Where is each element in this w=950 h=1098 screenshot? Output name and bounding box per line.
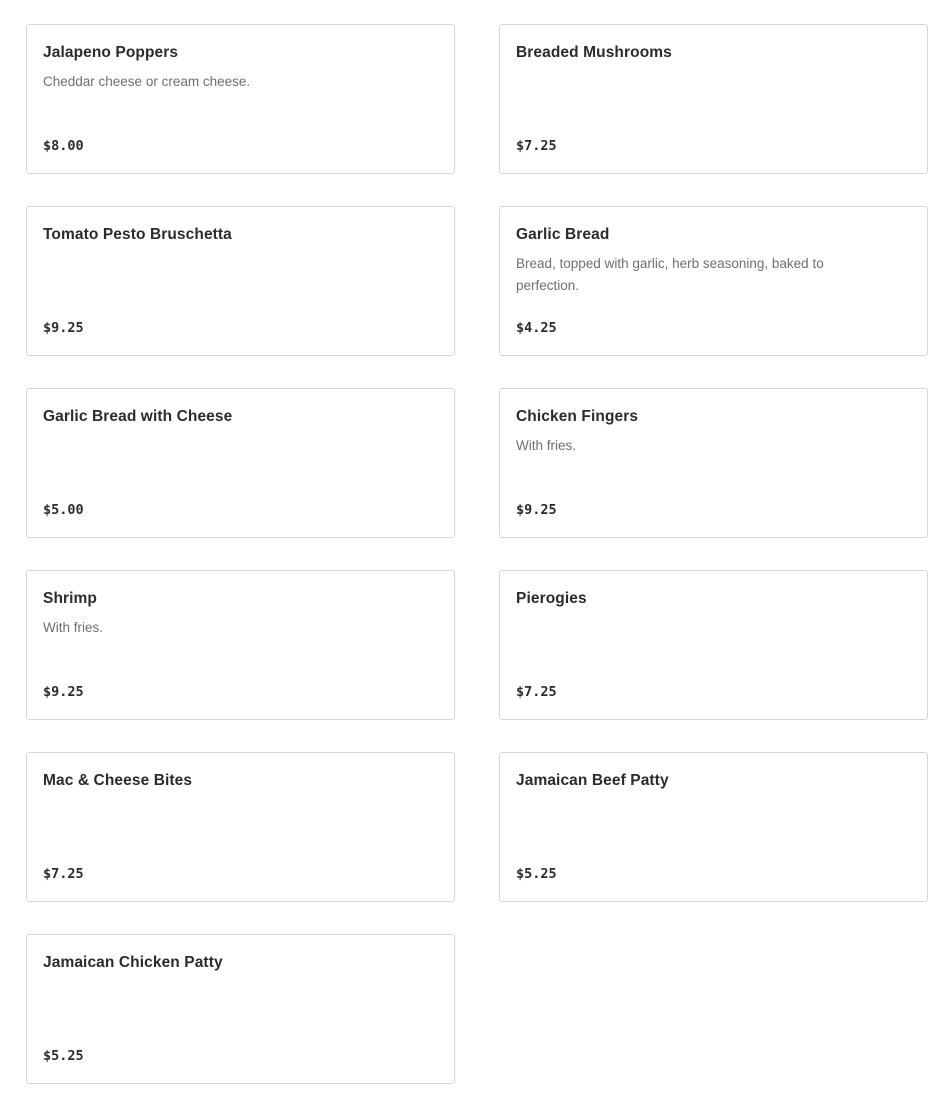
menu-item-card[interactable] xyxy=(26,934,455,1084)
menu-item-name: Jamaican Chicken Patty xyxy=(43,954,223,971)
menu-item-card[interactable] xyxy=(499,388,928,538)
menu-item-price: $7.25 xyxy=(516,684,557,700)
menu-item-card[interactable] xyxy=(26,388,455,538)
menu-item-price: $4.25 xyxy=(516,320,557,336)
menu-item-description: With fries. xyxy=(43,620,104,635)
menu-item-price: $7.25 xyxy=(43,866,84,882)
menu-item-card[interactable] xyxy=(26,24,455,174)
menu-item-price: $9.25 xyxy=(516,502,557,518)
menu-item-price: $5.00 xyxy=(43,502,84,518)
menu-item-name: Breaded Mushrooms xyxy=(516,44,672,61)
menu-item-name: Tomato Pesto Bruschetta xyxy=(43,226,232,243)
menu-item-card[interactable] xyxy=(26,570,455,720)
menu-item-name: Garlic Bread xyxy=(516,226,610,243)
menu-item-price: $5.25 xyxy=(43,1048,84,1064)
menu-item-price: $8.00 xyxy=(43,138,84,154)
menu-item-card[interactable] xyxy=(499,752,928,902)
menu-item-name: Pierogies xyxy=(516,590,587,607)
menu-item-card[interactable] xyxy=(26,206,455,356)
menu-item-card[interactable] xyxy=(499,24,928,174)
menu-item-name: Shrimp xyxy=(43,590,97,607)
menu-item-name: Mac & Cheese Bites xyxy=(43,772,193,789)
menu-item-card[interactable] xyxy=(26,752,455,902)
menu-item-price: $5.25 xyxy=(516,866,557,882)
menu-item-name: Jamaican Beef Patty xyxy=(516,772,669,789)
menu-item-description: Cheddar cheese or cream cheese. xyxy=(43,74,251,89)
menu-item-price: $9.25 xyxy=(43,684,84,700)
menu-item-description: Bread, topped with garlic, herb seasoning, baked to perfection. xyxy=(516,256,824,293)
menu-item-name: Garlic Bread with Cheese xyxy=(43,408,233,425)
menu-item-card[interactable] xyxy=(499,570,928,720)
menu-item-card[interactable] xyxy=(499,206,928,356)
menu-item-name: Chicken Fingers xyxy=(516,408,639,425)
menu-item-name: Jalapeno Poppers xyxy=(43,44,179,61)
menu-item-description: With fries. xyxy=(516,438,577,453)
menu-item-price: $9.25 xyxy=(43,320,84,336)
menu-item-price: $7.25 xyxy=(516,138,557,154)
